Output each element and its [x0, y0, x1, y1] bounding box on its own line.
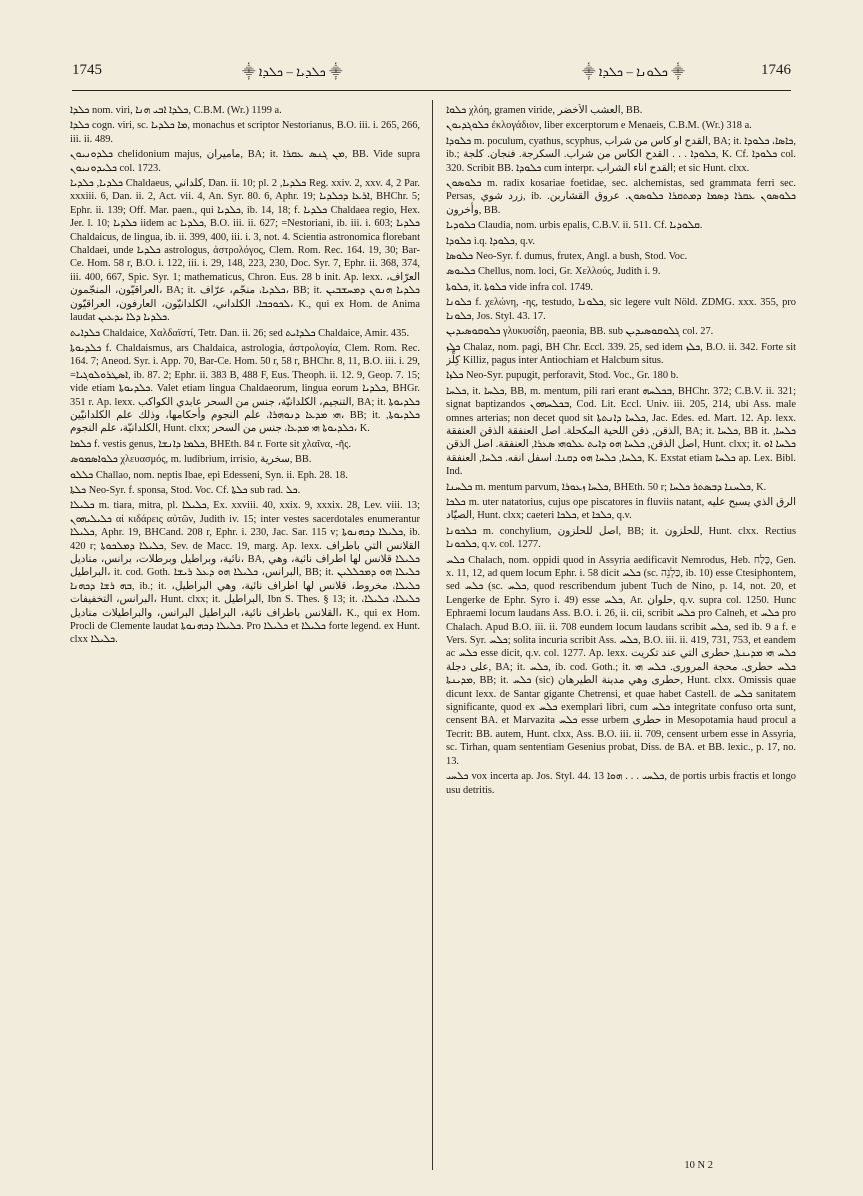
entry: ܟܠܝܘܣ Chellus, nom. loci, Gr. Χελλούς, Judith i. 9.: [446, 266, 661, 278]
entry: ܟܠܡܐ f. vestis genus, ܟܠܡܐ ܕܐܢܫܐ, BHEth. 84 r. Forte sit χλαῖνα, -ῆς.: [70, 438, 351, 450]
header-rule: [72, 90, 791, 91]
entry: ܟܠܟܐ m. uter natatorius, cujus ope piscatores in fluviis natant, الرق الذي يسبح عليه الصيّاد, Hunt. clxx; caeteri ܟܠܟܐ, et ܟܠܟܐ, q.v.: [446, 496, 796, 522]
entry: ܟܠܘܩܘܣܝܕܝܢ γλυκυσίδη, paeonia, BB. sub ܓܠܘܩܘܣܝܕܝܢ col. 27.: [446, 326, 714, 338]
page-number-left: 1745: [72, 62, 102, 78]
entry: ܟܠܕܐܝܬ Chaldaice, Χαλδαϊστί, Tetr. Dan. ii. 26; sed ܟܠܕܐܝܬ Chaldaice, Amir. 435.: [70, 327, 410, 339]
entry: ܟܠܕܐ cogn. viri, sc. ܡܐ ܟܠܕܝܐ, monachus et scriptor Nestorianus, B.O. iii. i. 265, 266, iii. ii. 489.: [70, 120, 420, 145]
page-header: [72, 62, 791, 84]
entry: ܟܠܕܝܐ, ܟܠܕܝܐ Chaldaeus, كلداني, Dan. ii. 10; pl. ܟܠܕܝܐ, 2 Reg. xxiv. 2, xxv. 4, 2 Par. xxxiii. 6, Dan. ii. 2, Act. vii. 4, An. Syr. 80. 6, Aphr. 19; ܐܪܥܐ ܕܟܠܕܝܐ, BHChr. 5; Ephr. ii. 139; Off. Mar. paen., qui ܟܠܕܝܐ, ib. 14, 18; f. ܟܠܕܝܐ Chaldaea regio, Hex. Jer. l. 10; ܟܠܕܝܐ iidem ac ܟܠܕܝܐ, B.O. iii. ii. 627; =Nestoriani, ib. iii. i. 603; ܟܠܕܝܐ Chaldaicus, de lingua, ib. ii. 399, 400, iii. i. 3, not. 4. Scientia astronomica florebant Chaldaei, unde ܟܠܕܝܐ astrologus, ἀστρολόγος, Clem. Rom. Rec. 164. 19, 30; Bar-Ce. Hom. 58 r, B.O. i. 122, iii. i. 29, 148, 223, 230, Doc. Syr. 7, Ephr. ii. 368, 374, iii. 400, 667, Spic. Syr. 1; mathematicus, Chron. Eus. 28 b init. Ap. lexx. العرّاف، العراقيّون، المنجّمون، BA; it. ܟܠܕܝܐ، منجّم، عرّاف، BB; it. ܟܠܕܝܐ ܗܢܘܢ ܕܡܚܫܒܝܢ ܠܟܘܟܒܐ، الكلداني، الكلدانيّون، العارفون، العراقيّون، K., qui ex Hom. de Anima laudat ܟܠܕܝܐ ܕܠܐ ܝܕܥܝܢ.: [70, 178, 420, 324]
running-head-right: ⸎ ܟܠܘܢܐ ‒ ܟܠܕܐ ⸎: [582, 64, 685, 79]
page-number-right: 1746: [761, 62, 791, 78]
entry: ܟܠܘܣܐ Neo-Syr. f. dumus, frutex, Angl. a bush, Stod. Voc.: [446, 251, 688, 263]
entry: ܟܠܘܣܘܢ m. radix kosariae foetidae, sec. alchemistas, sed grammata ferri sec. Persas, زرد شوي, ib. ܟܠܘܣܘܢ ܥܩܪܐ ܕܣܡܐ ܕܡܬܩܪܐ ܟܠܘܣܘܢ. عروق القشاربن. وأخرون, BB.: [446, 178, 796, 216]
entry: ܟܠܘܐܣܡܘܣ χλευασμός, m. ludibrium, irrisio, سخرية, BB.: [70, 454, 312, 466]
right-column: [446, 104, 796, 1144]
entry: ܟܠܚܝ vox incerta ap. Jos. Styl. 44. 13 ܟܠܚܝ . . . ܗܘܐ, de portis urbis fractis et longo usu detritis.: [446, 771, 796, 796]
entry: ܟܠܘܐ χλόη, gramen viride, العشب الأخضر, BB.: [446, 105, 643, 116]
entry: ܟܠܬܐ Neo-Syr. f. sponsa, Stod. Voc. Cf. ܟܠܬܐ sub rad. ܟܠ.: [70, 484, 301, 496]
entry: ܟܠܙܐ Neo-Syr. pupugit, perforavit, Stod. Voc., Gr. 180 b.: [446, 370, 679, 382]
entry: ܟܠܟܘܢܐ m. conchylium, اصل للحلزون, BB; it. للحلزون, Hunt. clxx. Rectius ܟܠܟܘܢܐ, q.v. col. 1277.: [446, 525, 796, 551]
column-divider: [432, 100, 433, 1170]
entry: ܟܠܚܢܐ m. mentum parvum, ܟܠܚܐ ܙܥܘܪܐ, BHEth. 50 r; ܟܠܚܢܐ ܕܒܣܬܪ ܟܠܚܐ, K.: [446, 481, 767, 493]
entry: ܟܠܘܕܐ m. poculum, cyathus, scyphus, القدح او كاس من شراب, BA; it. ܟܐܣܐ، ܟܠܘܕܐ, ib.; ܟܠܘܕܐ . . . القدح الكاس من شراب. السكرجة. فنجان. كلجة, K. Cf. ܟܠܘܕܐ col. 320. Scribit BB. ܟܠܘܕܐ cum interpr. القدح اناء الشراب; et sic Hunt. clxx.: [446, 135, 796, 174]
entry: ܟܠܚ Chalach, nom. oppidi quod in Assyria aedificavit Nemrodus, Heb. כָּלַח, Gen. x. 11, 12, ad quem locum Ephr. i. 58 dicit ܟܠܚ (sc. כַּלְנֵה, ib. 10) esse Ctesiphontem, sed ܟܠܚ (sc. ܟܠܚ, quod rescribendum jubent Tuch de Nino, p. 14, not. 20, et Lengerke de Ephr. Syro i. 49) esse ܟܠܚ, Ar. حلوان, q.v. supra col. 1250. Hunc Ephraemi locum laudans Ass. B.O. i. 26, ii. cii, scribit ܟܠܚ pro Calneh, et ܟܠܚ pro Chalach. Apud B.O. iii. ii. 708 eundem locum laudans scribit ܟܠܚ, sed ib. 9 a f. e Vers. Syr. ܟܠܚ; solita incuria scribit Ass. ܟܠܚ, B.O. iii. ii. 419, 731, 753, et eandem ac ܟܠܚ esse dicit, q.v. col. 1277. Ap. lexx. ܟܠܚ ܗܝ ܡܕܝܢܬܐ, حطرى التي عند تكريت على دجلة, BA; it. ܟܠܚ, ib. cod. Goth.; it. ܟܠܚ حطرى. محجة المرورى. ܟܠܚ ܗܝ ܡܕܝܢܬܐ, BB; it. ܟܠܚ (sic) حطرى وهي مدينة الطيرهان, Hunt. clxx. Omissis quae dicunt lexx. de Santar gigante Chetrensi, et quae habet Castell. de ܟܠܚ sanitatem significante, quod ex ܟܠܚ exemplari libri, cum ܟܠܚ integritate confuso orta sunt, censent BA. et Marvazita ܟܠܚ esse urbem حطرى in Mesopotamia haud procul a Tecrit: BB. autem, Hunt. clxx, Ass. B.O. iii. ii. 709, censent urbem esse in Assyria, sc. Tirhan, quam sententiam Gesenius probat, Diss. de BA. et BB. lexic., p. 17, no. 13.: [446, 554, 796, 767]
entry: ܟܠܝܠܐ m. tiara, mitra, pl. ܟܠܝܠܐ, Ex. xxviii. 40, xxix. 9, xxxix. 28, Lev. viii. 13; ܟܠܝܠܝܗܘܢ αἱ κιδάρεις αὐτῶν, Judith iv. 15; inter vestes sacerdotales enumerantur ܟܠܝܠܐ, Aphr. 19, BHCand. 208 r, Ephr. i. 230, Jac. Sar. 115 v; ܟܠܝܠܐ ܕܟܗܢܘܬܐ, ib. 420 r; ܟܠܝܠܐ ܕܡܠܟܘܬܐ, Sev. de Macc. 19, marg. Ap. lexx. القلانس التي باطراف نائية، وبراطيل وبرطلات، برانس، مناديل، BA, ܟܠܝܠܐ قلانس لها اطراف نائية، وهي البراطيل، it. cod. Goth. البرانس، ܟܠܝܠܐ ܗܘ ܕܥܠ ܪܝܫܐ, BB; it. ܟܠܝܠܐ ܗܘ ܕܡܟܠܠܝܢ ܒܗ ܪܫܐ ܕܟܗܢܐ, ib.; it. ܟܠܝܠܐ، مخروط، قلانس لها اطراف نائية، وهي البراطيل، البرانس، التخفيفات، Hunt. clxx; it. البراطيل, Ibn S. Thes. § 13; it. ܟܠܝܠܐ، ܟܠܝܠܐ، القلانس باطراف نائية، البراطيل البرانس، والبراطيلات مناديل، K., qui ex Hom. Procli de Clemente laudat ܟܠܝܠܐ ܕܟܗܢܘܬܐ. Pro ܟܠܝܠܐ et ܟܠܝܠܐ forte legend. ex Hunt. clxx ܟܠܝܠܐ.: [70, 500, 420, 646]
left-column: [70, 104, 420, 1170]
entry: ܟܠܘܓܕܝܘܢ ἐκλογάδιον, liber excerptorum e Menaeis, C.B.M. (Wr.) 318 a.: [446, 120, 752, 132]
entry: ܟܠܘܕܝܐ Claudia, nom. urbis epalis, C.B.V. ii. 511. Cf. ܩܠܘܕܝܐ.: [446, 220, 703, 232]
entry: ܟܠܕܘܢܝܘܢ chelidonium majus, ماميران, BA; it. ܡܢ ܓܢܣ ܥܩܪܐ, BB. Vide supra ܟܠܝܕܘܢܝܘܢ col. 1723.: [70, 149, 420, 174]
signature-mark: 10 N 2: [684, 1160, 713, 1171]
entry: ܟܠܚܐ, it. ܟܠܚܐ, BB, m. mentum, pili rari erant ܒܟܠܚܗ, BHChr. 372; C.B.V. ii. 321; signat baptizandos ܒܟܠܚܗܘܢ, Cod. Lit. Eccl. Univ. iii. 205, 214, ubi Ass. male omnes arterias; non decet quod sit ܟܠܚܐ ܕܐܢܬܬܐ, Jac. Edes. ed. Mart. 12. Ap. lexx. الذقن, ذقن اللحية المكحلة. اصل العنفقة الذقن العنفقة, BA; it. ܟܠܚܐ, BB it. ܟܠܚܐ, اصل الذقن, ܟܠܚܐ ܗܘ ܕܐܝܬ ܥܠܘܗܝ ܣܥܪܐ, العنفقة. اصل الذقن, Hunt. clxx; it. ܟܠܚܐ ܐܘ ܟܠܚܐ, ܟܠܚܐ ܗܘ ܕܩܢܐ. اسفل انفه. ܟܠܚܐ, العنفقة, K. Exstat etiam ܟܠܚܐ ap. Lex. Bibl. Ind.: [446, 385, 796, 478]
entry: ܟܠܘܢܐ f. χελώνη, -ης, testudo, ܟܠܘܢܐ, sic legere vult Nöld. ZDMG. xxx. 355, pro ܟܠܘܢܐ, Jos. Styl. 43. 17.: [446, 297, 796, 322]
entry: ܟܠܠܘ Challao, nom. neptis Ibae, epi Edesseni, Syn. ii. Eph. 28. 18.: [70, 469, 348, 481]
entry: ܟܠܕܝܘܬܐ f. Chaldaismus, ars Chaldaica, astrologia, ἀστρολογία, Clem. Rom. Rec. 164. 7; Aneod. Syr. i. App. 70, Bar-Ce. Hom. 50 r, 58 r, BHChr. 8, 11, B.O. iii. i. 29, =ܐܣܛܪܘܠܘܓܝܐ, ib. 87. 2; Ephr. ii. 383 B, 488 F, Eus. Theoph. ii. 12. 9, Geop. 7. 15; vide etiam ܟܠܕܝܘܬܐ. Valet etiam lingua Chaldaeorum, lingua eorum ܟܠܕܝܐ, BHGr. 351 r. Ap. lexx. التنجيم، الكلدانيّة، جنس من السحر عابدي الكواكب, BA; it. ܟܠܕܝܘܬܐ ܗܝ ܡܕܥܐ ܕܢܘܗܪܐ، علم النجوم وأحكامها، وذلك علم الكلدانيّين، BB; it. ܟܠܕܝܘܬܐ, الكلدانيّة، علم النجوم, Hunt. clxx; ܟܠܕܝܘܬܐ ܗܝ ܡܕܥܐ، جنس من السحر، K.: [70, 342, 420, 435]
entry: ܟܠܘܬܐ, it. ܟܠܘܬܐ vide infra col. 1749.: [446, 281, 593, 293]
running-head-left: ⸎ ܟܠܕܝܐ ‒ ܟܠܕܐ ⸎: [242, 64, 343, 79]
entry: ܟܠܕܐ nom. viri, ܟܠܕܐ ܐܒܝ ܗܢܐ, C.B.M. (Wr.) 1199 a.: [70, 105, 282, 116]
entry: ܟܠܘܕܐ i.q. ܟܠܘܕܐ, q.v.: [446, 235, 536, 247]
entry: ܟܠܙ Chalaz, nom. pagi, BH Chr. Eccl. 339. 25, sed idem ܟܠܙ, B.O. ii. 342. Forte sit كِلِّز Killiz, pagus inter Antiochiam et Halcbum situs.: [446, 341, 796, 366]
